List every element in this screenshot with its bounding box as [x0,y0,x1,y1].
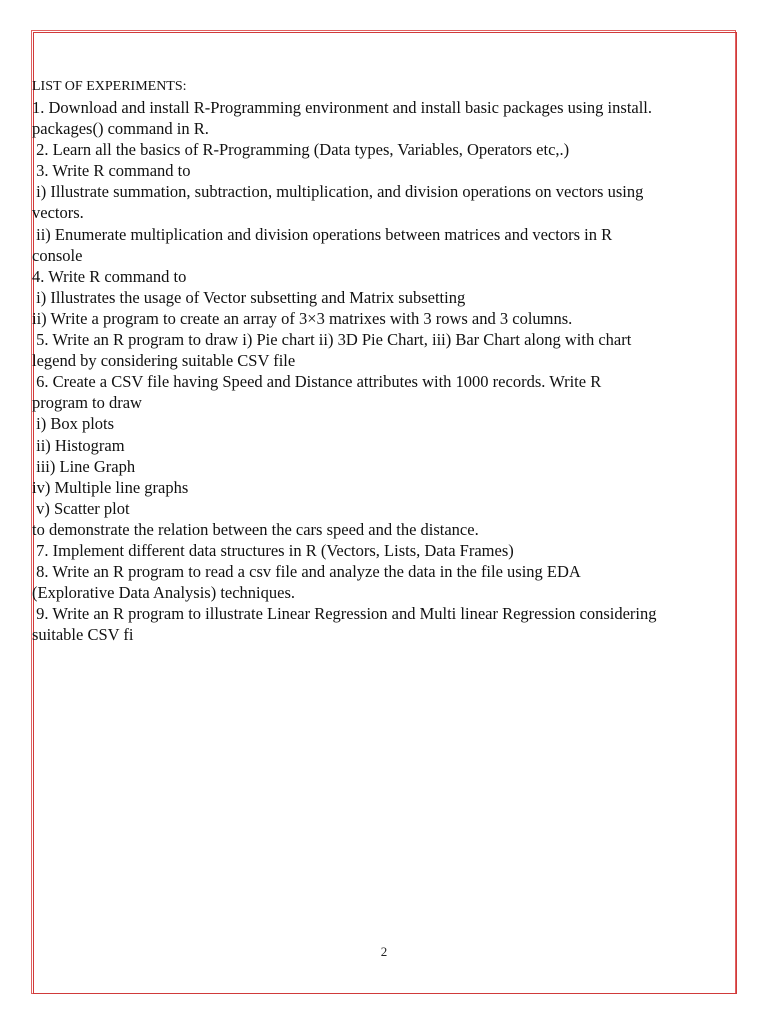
page-number: 2 [380,944,388,959]
list-line: (Explorative Data Analysis) techniques. [32,583,296,603]
list-line: 6. Create a CSV file having Speed and Distance attributes with 1000 records. Write R [32,372,602,392]
list-line: program to draw [32,393,142,413]
list-line: v) Scatter plot [32,498,130,518]
list-line: 7. Implement different data structures in R (Vectors, Lists, Data Frames) [32,540,514,560]
list-line: i) Illustrate summation, subtraction, multiplication, and division operations on vectors using [32,182,644,202]
list-line: 2. Learn all the basics of R-Programming (Data types, Variables, Operators etc,.) [32,140,570,160]
list-line: ii) Write a program to create an array of 3×3 matrixes with 3 rows and 3 columns. [32,308,573,328]
list-line: packages() command in R. [32,119,209,139]
list-line: 8. Write an R program to read a csv file and analyze the data in the file using EDA [32,562,581,582]
experiment-list [32,77,732,645]
list-line: to demonstrate the relation between the cars speed and the distance. [32,519,479,539]
list-line: vectors. [32,203,84,223]
list-line: 1. Download and install R-Programming environment and install basic packages using install. [32,98,653,117]
list-line: i) Box plots [32,414,115,434]
list-line: iv) Multiple line graphs [32,477,189,497]
list-line: ii) Histogram [32,435,125,455]
list-line: iii) Line Graph [32,456,136,476]
list-line: suitable CSV fi [32,625,134,645]
list-line: ii) Enumerate multiplication and division operations between matrices and vectors in R [32,224,613,244]
list-line: legend by considering suitable CSV file [32,351,296,371]
list-line: 5. Write an R program to draw i) Pie chart ii) 3D Pie Chart, iii) Bar Chart along with chart [32,330,632,350]
list-heading: LIST OF EXPERIMENTS: [32,79,187,94]
list-line: 3. Write R command to [32,161,191,181]
list-line: i) Illustrates the usage of Vector subsetting and Matrix subsetting [32,287,466,307]
list-line: 4. Write R command to [32,266,187,286]
list-line: 9. Write an R program to illustrate Linear Regression and Multi linear Regression considering [32,604,657,624]
list-line: console [32,245,83,265]
